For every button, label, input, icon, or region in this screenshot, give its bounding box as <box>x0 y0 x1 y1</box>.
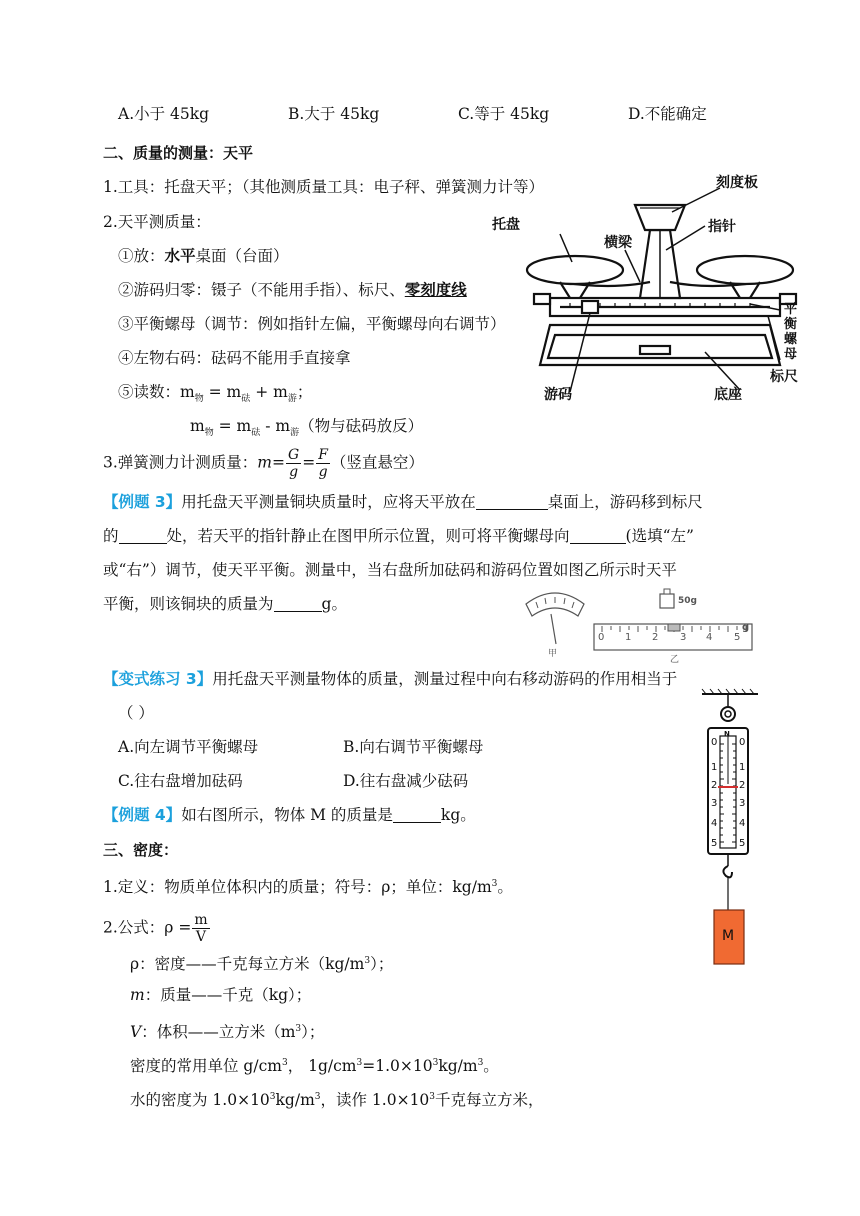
figure-jia <box>520 584 590 664</box>
spring-scale <box>700 688 760 968</box>
step1: ①放：水平桌面（台面） <box>118 247 289 265</box>
tick-2: 2 <box>652 632 659 643</box>
example3-line3: 或“右”）调节，使天平平衡。测量中，当右盘所加砝码和游码位置如图乙所示时天平 <box>103 561 677 579</box>
label-weight: 50g <box>678 596 697 606</box>
tick-4: 4 <box>706 632 713 643</box>
tick-3: 3 <box>680 632 687 643</box>
variant3-option-d: D.往右盘减少砝码 <box>343 772 469 790</box>
variant3-option-c: C.往右盘增加砝码 <box>118 772 243 790</box>
v-desc: V：体积——立方米$(m^3)$； <box>130 1023 325 1042</box>
spring-tick-1: 1 <box>711 762 718 773</box>
tick-1: 1 <box>625 632 632 643</box>
step5: ⑤读数：$m_物 = m_砝 + m_游$； <box>118 383 313 405</box>
spring-line: 3.弹簧测力计测质量：m= $\frac{G}{g}$ = $\frac{F}{g}$ （竖直悬空） <box>103 447 424 480</box>
spring-tick-0-right: 0 <box>739 737 746 748</box>
density-definition: 1.定义：物质单位体积内的质量；符号：ρ；单位：$kg/m^3$。 <box>103 878 513 897</box>
step5b: $m_物 = m_砝 - m_游$（物与砝码放反） <box>190 417 424 439</box>
option-d: D.不能确定 <box>628 105 707 123</box>
label-jia: 甲 <box>548 649 558 659</box>
label-pointer: 指针 <box>708 219 736 235</box>
option-a: A.小于 45kg <box>118 105 210 123</box>
step4: ④左物右码：砝码不能用手直接拿 <box>118 349 351 367</box>
balance-drawing <box>490 170 800 410</box>
spring-tick-3-right: 3 <box>739 798 746 809</box>
spring-tick-2-right: 2 <box>739 780 746 791</box>
label-yi: 乙 <box>670 655 680 665</box>
tool-line: 1.工具：托盘天平；（其他测质量工具：电子秤、弹簧测力计等） <box>103 178 545 196</box>
variant3-line1: 【变式练习 3】用托盘天平测量物体的质量，测量过程中向右移动游码的作用相当于 <box>103 670 678 688</box>
tick-5: 5 <box>734 632 741 643</box>
variant3-paren: （ ） <box>118 704 154 722</box>
label-ruler: 标尺 <box>770 369 798 385</box>
spring-tick-5: 5 <box>711 838 718 849</box>
density-formula: 2.公式：ρ = $\frac{m}{V}$ <box>103 912 208 945</box>
spring-tick-5-right: 5 <box>739 838 746 849</box>
figure-yi <box>592 586 762 668</box>
example3-line4: 平衡，则该铜块的质量为 g。 <box>103 595 347 613</box>
label-scale-plate: 刻度板 <box>716 175 758 191</box>
m-desc: m：质量——千克（kg）； <box>130 986 312 1004</box>
variant3-option-a: A.向左调节平衡螺母 <box>118 738 259 756</box>
balance-figure <box>490 170 800 410</box>
label-tray: 托盘 <box>492 217 520 233</box>
option-c: C.等于 45kg <box>458 105 550 123</box>
section2-title: 二、质量的测量：天平 <box>103 144 254 162</box>
label-base: 底座 <box>714 387 742 403</box>
ruler-unit: g <box>742 622 750 633</box>
example3-line1: 【例题 3】用托盘天平测量铜块质量时，应将天平放在 桌面上，游码移到标尺 <box>103 493 703 511</box>
spring-tick-0: 0 <box>711 737 718 748</box>
spring-tick-2: 2 <box>711 780 718 791</box>
tick-0: 0 <box>598 632 605 643</box>
step2: ②游码归零：镊子（不能用手指）、标尺、零刻度线 <box>118 281 467 299</box>
common-unit: 密度的常用单位 $g/cm^3$， $1g/cm^3=1.0\times 10^3kg/m^3$。 <box>130 1057 499 1076</box>
option-b: B.大于 45kg <box>288 105 380 123</box>
label-beam: 横梁 <box>604 235 632 251</box>
measure-line: 2.天平测质量： <box>103 213 211 231</box>
mass-label: M <box>722 928 735 944</box>
step3: ③平衡螺母（调节：例如指针左偏，平衡螺母向右调节） <box>118 315 506 333</box>
spring-tick-1-right: 1 <box>739 762 746 773</box>
example3-line2: 的 处，若天平的指针静止在图甲所示位置，则可将平衡螺母向 (选填“左” <box>103 527 694 545</box>
section3-title: 三、密度： <box>103 841 179 859</box>
spring-tick-4-right: 4 <box>739 818 746 829</box>
variant3-option-b: B.向右调节平衡螺母 <box>343 738 484 756</box>
label-rider: 游码 <box>544 387 572 403</box>
spring-tick-4: 4 <box>711 818 718 829</box>
label-nut: 平衡 螺母 <box>784 302 798 362</box>
spring-scale-drawing <box>700 688 760 968</box>
rho-desc: ρ：密度——千克每立方米$(kg/m^3)$； <box>130 955 394 974</box>
spring-tick-3: 3 <box>711 798 718 809</box>
example4-line: 【例题 4】如右图所示，物体 M 的质量是 kg。 <box>103 806 476 824</box>
spring-n-label: N <box>724 730 730 738</box>
water-density: 水的密度为 $1.0\times 10^3kg/m^3$，读作 $1.0\times 10^3$千克每立方米， <box>130 1091 544 1110</box>
